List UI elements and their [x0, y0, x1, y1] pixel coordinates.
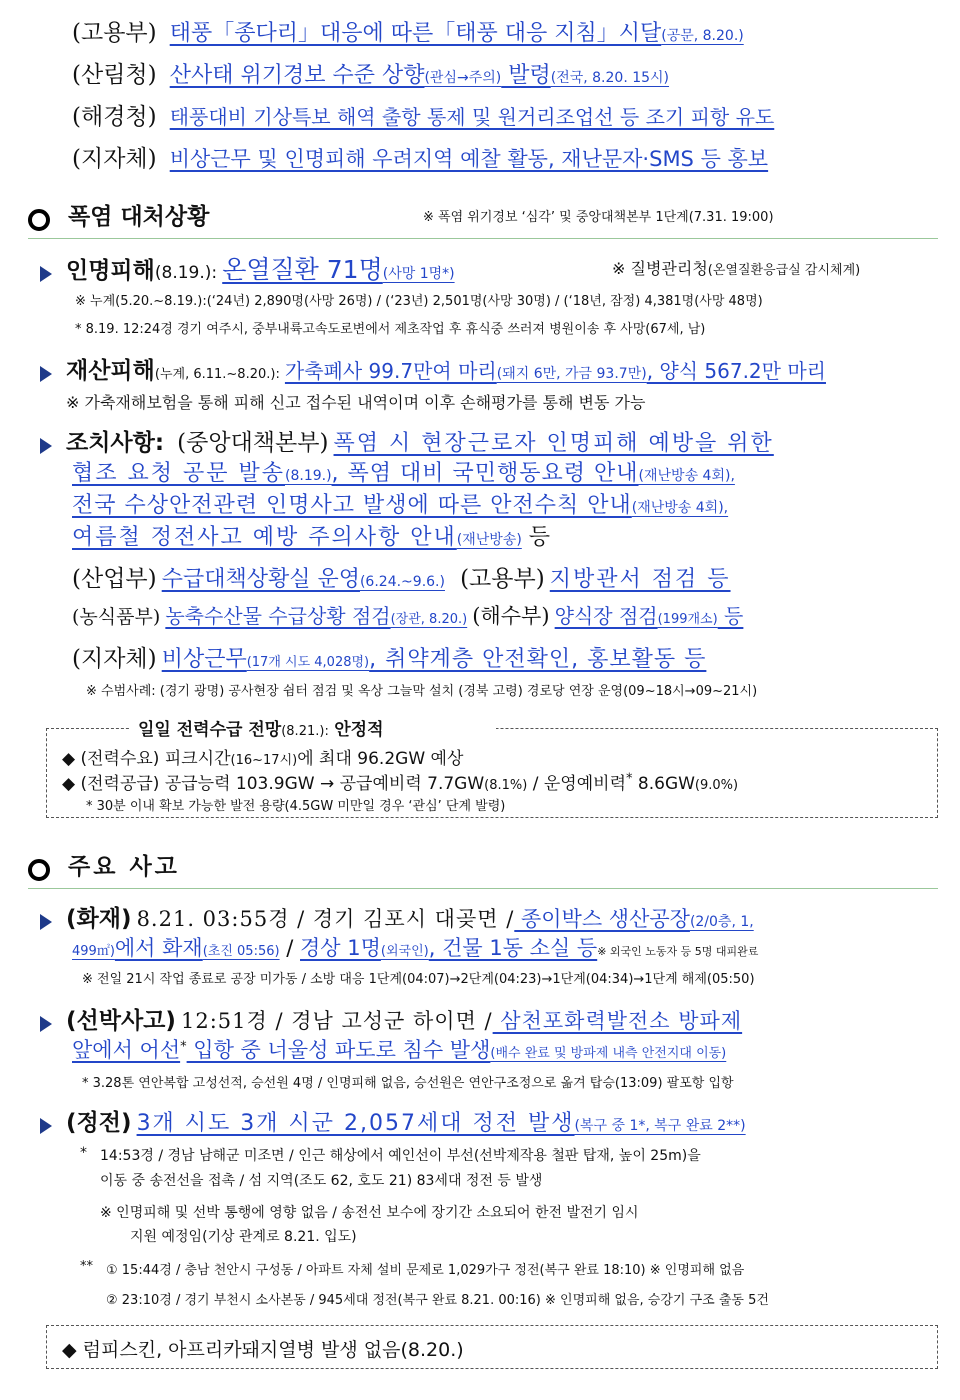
- circle-bullet-icon: [28, 209, 50, 231]
- ship-row-2: 앞에서 어선* 입항 중 너울성 파도로 침수 발생(배수 완료 및 방파제 내측 안전지대 이동): [72, 1038, 727, 1062]
- casualty-label: 인명피해: [66, 258, 155, 284]
- circle-bullet-icon: [28, 859, 50, 881]
- footer-text: ◆ 럼피스킨, 아프리카돼지열병 발생 없음(8.20.): [62, 1339, 464, 1361]
- measures-text: 등: [521, 525, 551, 550]
- line-text: 태풍대비 기상특보 해역 출항 통제 및 원거리조업선 등 조기 피항 유도: [169, 105, 775, 129]
- power-status: 안정적: [334, 720, 384, 740]
- power-line-2: ◆ (전력공급) 공급능력 103.9GW → 공급예비력 7.7GW(8.1%) / 운영예비력* 8.6GW(9.0%): [62, 771, 739, 794]
- property-value2: , 양식 567.2만 마리: [646, 359, 826, 383]
- ship-row-1: [40, 1002, 960, 1035]
- line-forest: [72, 56, 960, 89]
- measures-small: (17개 시도 4,028명): [246, 655, 370, 670]
- fire-row-1: [40, 900, 960, 933]
- measures-small: (재난방송 4회),: [631, 500, 729, 516]
- death-note: * 8.19. 12:24경 경기 여주시, 중부내륙고속도로변에서 제초작업 후 휴식중 쓰러져 병원이송 후 사망(67세, 남): [75, 322, 706, 337]
- outage-small: (복구 중 1*, 복구 완료 2**): [574, 1118, 746, 1134]
- line-text: 비상근무 및 인명피해 우려지역 예찰 활동, 재난문자·SMS 등 홍보: [169, 147, 769, 171]
- power-title-small: (8.21.):: [281, 724, 329, 739]
- outage-detail-6: ② 23:10경 / 경기 부천시 소사본동 / 945세대 정전(복구 완료 8.21. 00:16) ※ 인명피해 없음, 승강기 구조 출동 5건: [106, 1293, 769, 1308]
- measures-small: (199개소): [657, 612, 718, 627]
- measures-small: (6.24.~9.6.): [359, 574, 445, 590]
- property-value: 가축폐사 99.7만여 마리: [284, 359, 497, 383]
- ship-text-blue: 삼천포화력발전소 방파제: [492, 1009, 743, 1033]
- casualty-value: 온열질환 71명: [222, 255, 383, 284]
- measures-row-2: [72, 456, 960, 487]
- measures-text: 양식장 점검: [554, 604, 658, 628]
- casualty-row: [40, 250, 960, 286]
- measures-text: 폭염 시 현장근로자 인명피해 예방을 위한: [333, 431, 774, 456]
- outage-detail-2: 이동 중 송전선을 접촉 / 섬 지역(조도 62, 호도 21) 83세대 정전 등 발생: [100, 1173, 543, 1189]
- line-text: 태풍「종다리」대응에 따른「태풍 대응 지침」시달: [169, 21, 662, 46]
- org-label: (고용부): [72, 20, 157, 46]
- measures-row-1: [40, 424, 960, 457]
- measures-small: (장관, 8.20.): [390, 612, 468, 627]
- org-label: (해수부): [472, 604, 550, 628]
- line-small: (관심→주의): [424, 70, 502, 86]
- measures-row-4: [72, 520, 960, 551]
- measures-text: , 취약계층 안전확인, 홍보활동 등: [369, 647, 707, 672]
- power-title: [130, 715, 496, 740]
- measures-row-3: [72, 488, 960, 519]
- fire-row-2: 499㎡)에서 화재(초진 05:56) / 경상 1명(외국인), 건물 1동 소실 등※ 외국인 노동자 등 5명 대피완료: [72, 936, 759, 960]
- line-small2: (전국, 8.20. 15시): [550, 70, 670, 86]
- property-note: ※ 가축재해보험을 통해 피해 신고 접수된 내역이며 이후 손해평가를 통해 변동 가능: [66, 393, 646, 412]
- outage-row: [40, 1104, 960, 1137]
- divider: [28, 888, 938, 889]
- triangle-bullet-icon: [40, 1016, 52, 1032]
- casualty-small: (사망 1명*): [382, 266, 455, 282]
- ship-label: (선박사고): [66, 1008, 176, 1034]
- example-note: ※ 수범사례: (경기 광명) 공사현장 쉼터 점검 및 옥상 그늘막 설치 (경북 고령) 경로당 연장 운영(09~18시→09~21시): [86, 684, 758, 699]
- measures-text: 협조 요청 공문 발송: [72, 461, 285, 486]
- org-label: (지자체): [72, 646, 157, 672]
- power-title-text: 일일 전력수급 전망: [138, 720, 282, 740]
- fire-text-blue: 종이박스 생산공장: [514, 907, 690, 931]
- section-note: ※ 폭염 위기경보 ‘심각’ 및 중앙대책본부 1단계(7.31. 19:00): [423, 210, 774, 225]
- outage-detail-4: 지원 예정임(기상 관계로 8.21. 입도): [130, 1229, 357, 1245]
- measures-text: 수급대책상황실 운영: [161, 567, 360, 592]
- triangle-bullet-icon: [40, 914, 52, 930]
- line-local-gov: [72, 140, 960, 173]
- measures-row-5: [72, 560, 960, 593]
- measures-text: 여름철 정전사고 예방 주의사항 안내: [72, 525, 457, 550]
- triangle-bullet-icon: [40, 266, 52, 282]
- fire-label: (화재): [66, 906, 132, 932]
- section-heat-header: [28, 198, 960, 231]
- section-title: 폭염 대처상황: [68, 204, 210, 230]
- measures-text: 등: [717, 604, 744, 628]
- power-line-1: ◆ (전력수요) 피크시간(16~17시)에 최대 96.2GW 예상: [62, 749, 464, 769]
- cumulative-note: ※ 누계(5.20.~8.19.):(‘24년) 2,890명(사망 26명) / (‘23년) 2,501명(사망 30명) / (‘18년, 잠정) 4,381명(사망 48명): [75, 294, 763, 309]
- outage-detail-3: ※ 인명피해 및 선박 통행에 영향 없음 / 송전선 보수에 장기간 소요되어 한전 발전기 임시: [100, 1205, 639, 1221]
- line-text2: 발령: [501, 63, 551, 88]
- org-label: (고용부): [460, 566, 545, 592]
- measures-row-6: [72, 600, 960, 630]
- casualty-date: (8.19.):: [154, 263, 218, 283]
- ship-text: 12:51경 / 경남 고성군 하이면 /: [181, 1009, 493, 1033]
- org-label: (해경청): [72, 104, 157, 130]
- outage-detail-1: * 14:53경 / 경남 남해군 미조면 / 인근 해상에서 예인선이 부선(선박제작용 철판 탑재, 높이 25m)을: [80, 1145, 701, 1164]
- property-small: (누계, 6.11.~8.20.):: [154, 367, 280, 382]
- outage-detail-5: ** ① 15:44경 / 충남 천안시 구성동 / 아파트 자체 설비 문제로 1,029가구 정전(복구 완료 18:10) ※ 인명피해 없음: [80, 1259, 745, 1278]
- measures-row-7: [72, 640, 960, 673]
- triangle-bullet-icon: [40, 366, 52, 382]
- measures-text: 지방관서 점검 등: [549, 567, 731, 592]
- org-label: (지자체): [72, 146, 157, 172]
- triangle-bullet-icon: [40, 1118, 52, 1134]
- line-labor: [72, 14, 960, 47]
- outage-value: 3개 시도 3개 시군 2,057세대 정전 발생: [136, 1111, 575, 1136]
- property-row: [40, 352, 960, 385]
- measures-small: (재난방송 4회),: [638, 468, 735, 484]
- measures-small: (재난방송): [456, 532, 522, 548]
- line-coastguard: [72, 98, 960, 131]
- org-label: (산업부): [72, 566, 157, 592]
- measures-small: (8.19.): [285, 468, 332, 484]
- fire-small: (2/0층, 1,: [689, 914, 754, 930]
- section-accidents-header: [28, 848, 960, 881]
- fire-text: 8.21. 03:55경 / 경기 김포시 대곶면 /: [136, 907, 515, 931]
- measures-text: , 폭염 대비 국민행동요령 안내: [331, 461, 639, 486]
- power-footnote: * 30분 이내 확보 가능한 발전 용량(4.5GW 미만일 경우 ‘관심’ 단계 발령): [86, 799, 506, 814]
- org-label: (농식품부): [72, 606, 161, 628]
- line-text: 산사태 위기경보 수준 상향: [169, 63, 425, 88]
- measures-text: 비상근무: [161, 647, 247, 672]
- triangle-bullet-icon: [40, 438, 52, 454]
- outage-label: (정전): [66, 1110, 132, 1136]
- ship-note: * 3.28톤 연안복합 고성선적, 승선원 4명 / 인명피해 없음, 승선원은 연안구조정으로 옮겨 탑승(13:09) 팔포항 입항: [82, 1076, 734, 1091]
- line-small: (공문, 8.20.): [661, 28, 744, 44]
- section-title: 주요 사고: [68, 854, 180, 880]
- measures-label: 조치사항:: [66, 430, 165, 456]
- org-label: (산림청): [72, 62, 157, 88]
- org-label: (중앙대책본부): [177, 430, 329, 456]
- property-label: 재산피해: [66, 358, 155, 384]
- divider: [28, 238, 938, 239]
- casualty-note: ※ 질병관리청(온열질환응급실 감시체계): [612, 259, 861, 278]
- fire-note: ※ 전일 21시 작업 종료로 공장 미가동 / 소방 대응 1단계(04:07)→2단계(04:23)→1단계(04:34)→1단계 해제(05:50): [82, 972, 755, 987]
- property-value-small: (돼지 6만, 가금 93.7만): [496, 366, 647, 382]
- measures-text: 전국 수상안전관련 인명사고 발생에 따른 안전수칙 안내: [72, 493, 632, 518]
- measures-text: 농축수산물 수급상황 점검: [165, 604, 391, 628]
